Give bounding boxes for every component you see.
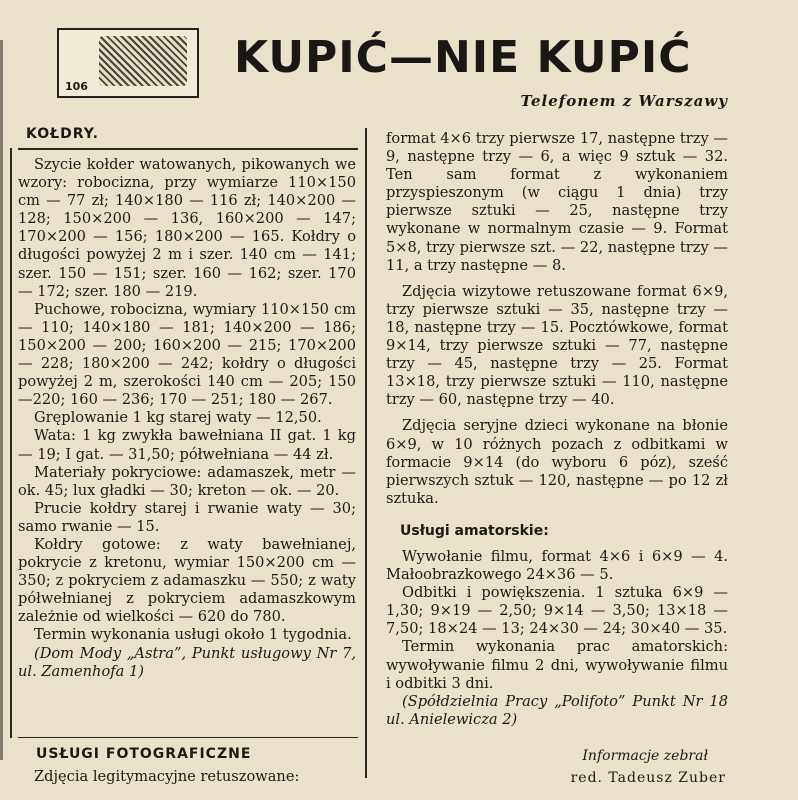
paragraph: Gręplowanie 1 kg starej waty — 12,50. [34, 409, 322, 427]
paragraph: Zdjęcia legitymacyjne retuszowane: [34, 768, 300, 785]
left-top-rule [18, 148, 358, 150]
author-name: red. Tadeusz Zuber [570, 770, 726, 786]
paragraph: Termin wykonania usługi około 1 tygodnia. [34, 626, 352, 644]
section-title-uslugi-amatorskie: Usługi amatorskie: [400, 522, 549, 539]
column-divider [365, 128, 367, 778]
paragraph: Kołdry gotowe: z waty bawełnianej, pokrycie z kretonu, wymiar 150×200 cm — 350; z pokryciem z adamaszku — 550; z waty półwełnianej z pokryciem adamaszkowym zależnie od wielkości — 620 do 780. [18, 535, 356, 626]
section-title-uslugi-fotograficzne: USŁUGI FOTOGRAFICZNE [36, 746, 252, 762]
paragraph: Prucie kołdry starej i rwanie waty — 30; samo rwanie — 15. [18, 499, 356, 535]
paragraph: Termin wykonania prac amatorskich: wywoływanie filmu 2 dni, wywoływanie filmu i odbitki 3 dni. [386, 638, 728, 692]
left-column [18, 156, 356, 681]
page-edge-shadow [0, 40, 3, 760]
paragraph: Odbitki i powiększenia. 1 sztuka 6×9 — 1,30; 9×19 — 2,50; 9×14 — 3,50; 13×18 — 7,50; 18×24 — 13; 24×30 — 24; 30×40 — 35. [386, 584, 728, 638]
logo-illustration [99, 36, 187, 86]
paragraph: Zdjęcia wizytowe retuszowane format 6×9, trzy pierwsze sztuki — 35, następne trzy — 18, następne trzy — 15. Pocztówkowe, format 9×14, trzy pierwsze sztuki — 77, następne trzy — 45, następne trzy — 25. Format 13×18, trzy pierwsze sztuki — 110, następne trzy — 60, następne trzy — 40. [386, 282, 728, 409]
page-subtitle: Telefonem z Warszawy [520, 92, 728, 110]
source-note: (Spółdzielnia Pracy „Polifoto” Punkt Nr 18 ul. Anielewicza 2) [386, 692, 728, 728]
paragraph: Materiały pokryciowe: adamaszek, metr — ok. 45; lux gładki — 30; kreton — ok. — 20. [18, 463, 356, 499]
left-side-rule [10, 148, 12, 738]
paragraph: format 4×6 trzy pierwsze 17, następne trzy — 9, następne trzy — 6, a więc 9 sztuk — 32. Ten sam format z wykonaniem przyspieszonym (w ciągu 1 dnia) trzy pierwsze sztuki — 25, następne trzy wykonane w normalnym czasie — 9. Format 5×8, trzy pierwsze szt. — 22, następne trzy — 11, a trzy następne — 8. [386, 130, 728, 274]
column-logo [57, 28, 199, 98]
paragraph: Szycie kołder watowanych, pikowanych we wzory: robocizna, przy wymiarze 110×150 cm — 77 zł; 140×180 — 116 zł; 140×200 — 128; 150×200 — 136, 160×200 — 147; 170×200 — 156; 180×200 — 165. Kołdry o długości powyżej 2 m i szer. 140 cm — 141; szer. 150 — 151; szer. 160 — 162; szer. 170 — 172; szer. 180 — 219. [18, 156, 356, 300]
logo-number: 106 [65, 80, 88, 93]
paragraph: Wywołanie filmu, format 4×6 i 6×9 — 4. Małoobrazkowego 24×36 — 5. [386, 547, 728, 584]
paragraph: Puchowe, robocizna, wymiary 110×150 cm — 110; 140×180 — 181; 140×200 — 186; 150×200 — 200; 160×200 — 215; 170×200 — 228; 180×200 — 242; kołdry o długości powyżej 2 m, szerokości 140 cm — 205; 150—220; 160 — 236; 170 — 251; 180 — 267. [18, 300, 356, 409]
section-title-koldry: KOŁDRY. [26, 126, 99, 142]
paragraph: Wata: 1 kg zwykła bawełniana II gat. 1 kg — 19; I gat. — 31,50; półwełniana — 44 zł. [18, 427, 356, 463]
right-column [386, 130, 728, 729]
section-divider [18, 737, 358, 738]
credit-line: Informacje zebrał [582, 748, 708, 764]
source-note: (Dom Mody „Astra”, Punkt usługowy Nr 7, ul. Zamenhofa 1) [18, 644, 356, 680]
page-title: KUPIĆ—NIE KUPIĆ [234, 32, 692, 83]
paragraph: Zdjęcia seryjne dzieci wykonane na błonie 6×9, w 10 różnych pozach z odbitkami w formacie 9×14 (do wyboru 6 póz), sześć pierwszych sztuk — 120, następne — po 12 zł sztuka. [386, 417, 728, 507]
